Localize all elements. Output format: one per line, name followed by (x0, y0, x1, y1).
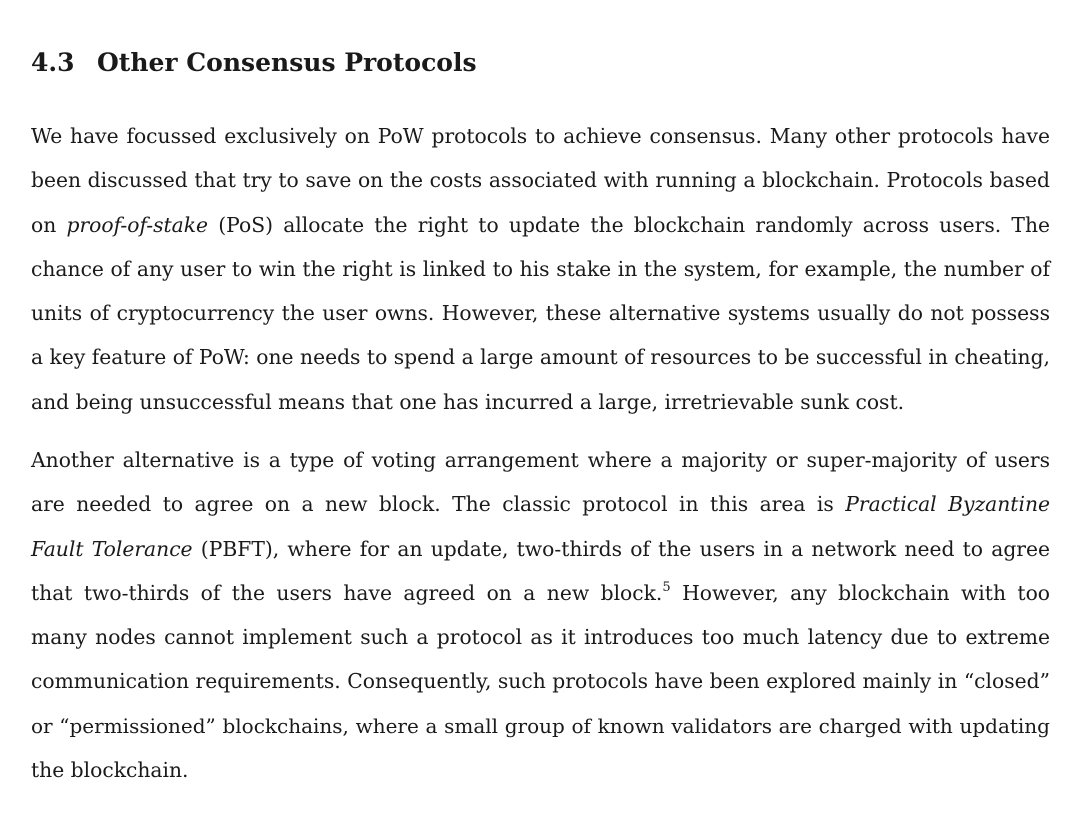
text-line: been discussed that try to save on the costs associated with running a blockchain. Protocols based (31, 168, 1050, 193)
text-line: chance of any user to win the right is linked to his stake in the system, for example, the number of (31, 256, 1050, 281)
text-line (31, 571, 1050, 615)
text-line: or “permissioned” blockchains, where a small group of known validators are charged with updating (31, 713, 1050, 738)
footnote-marker[interactable]: 5 (662, 579, 671, 595)
text-run: on (31, 212, 57, 237)
term-proof-of-stake: proof-of-stake (66, 212, 209, 237)
text-line: We have focussed exclusively on PoW protocols to achieve consensus. Many other protocols have (31, 124, 1050, 148)
text-line: many nodes cannot implement such a protocol as it introduces too much latency due to extreme (31, 625, 1050, 650)
text-line (31, 482, 1050, 526)
text-line: a key feature of PoW: one needs to spend a large amount of resources to be successful in cheating, (31, 345, 1050, 370)
text-run: (PBFT), where for an update, two-thirds of the users in a network need to agree (200, 536, 1050, 561)
text-line: Another alternative is a type of voting arrangement where a majority or super-majority of users (31, 448, 1050, 472)
text-line: communication requirements. Consequently, such protocols have been explored mainly in “closed” (31, 669, 1050, 694)
text-line: units of cryptocurrency the user owns. However, these alternative systems usually do not possess (31, 301, 1050, 326)
text-line: the blockchain. (31, 758, 189, 783)
paragraph-pbft (31, 438, 1050, 792)
term-pbft: Practical Byzantine (845, 492, 1051, 517)
section-number: 4.3 (31, 48, 75, 77)
text-run: are needed to agree on a new block. The classic protocol in this area is (31, 492, 834, 517)
section-heading (31, 46, 477, 80)
paragraph-proof-of-stake (31, 114, 1050, 424)
section-title: Other Consensus Protocols (97, 48, 477, 77)
text-line: and being unsuccessful means that one has incurred a large, irretrievable sunk cost. (31, 389, 905, 414)
text-run: However, any blockchain with too (682, 580, 1050, 605)
term-pbft-continued: Fault Tolerance (31, 536, 193, 561)
text-line (31, 203, 1050, 247)
text-line (31, 527, 1050, 571)
text-run: that two-thirds of the users have agreed on a new block. (31, 580, 663, 605)
text-run: (PoS) allocate the right to update the blockchain randomly across users. The (218, 212, 1051, 237)
